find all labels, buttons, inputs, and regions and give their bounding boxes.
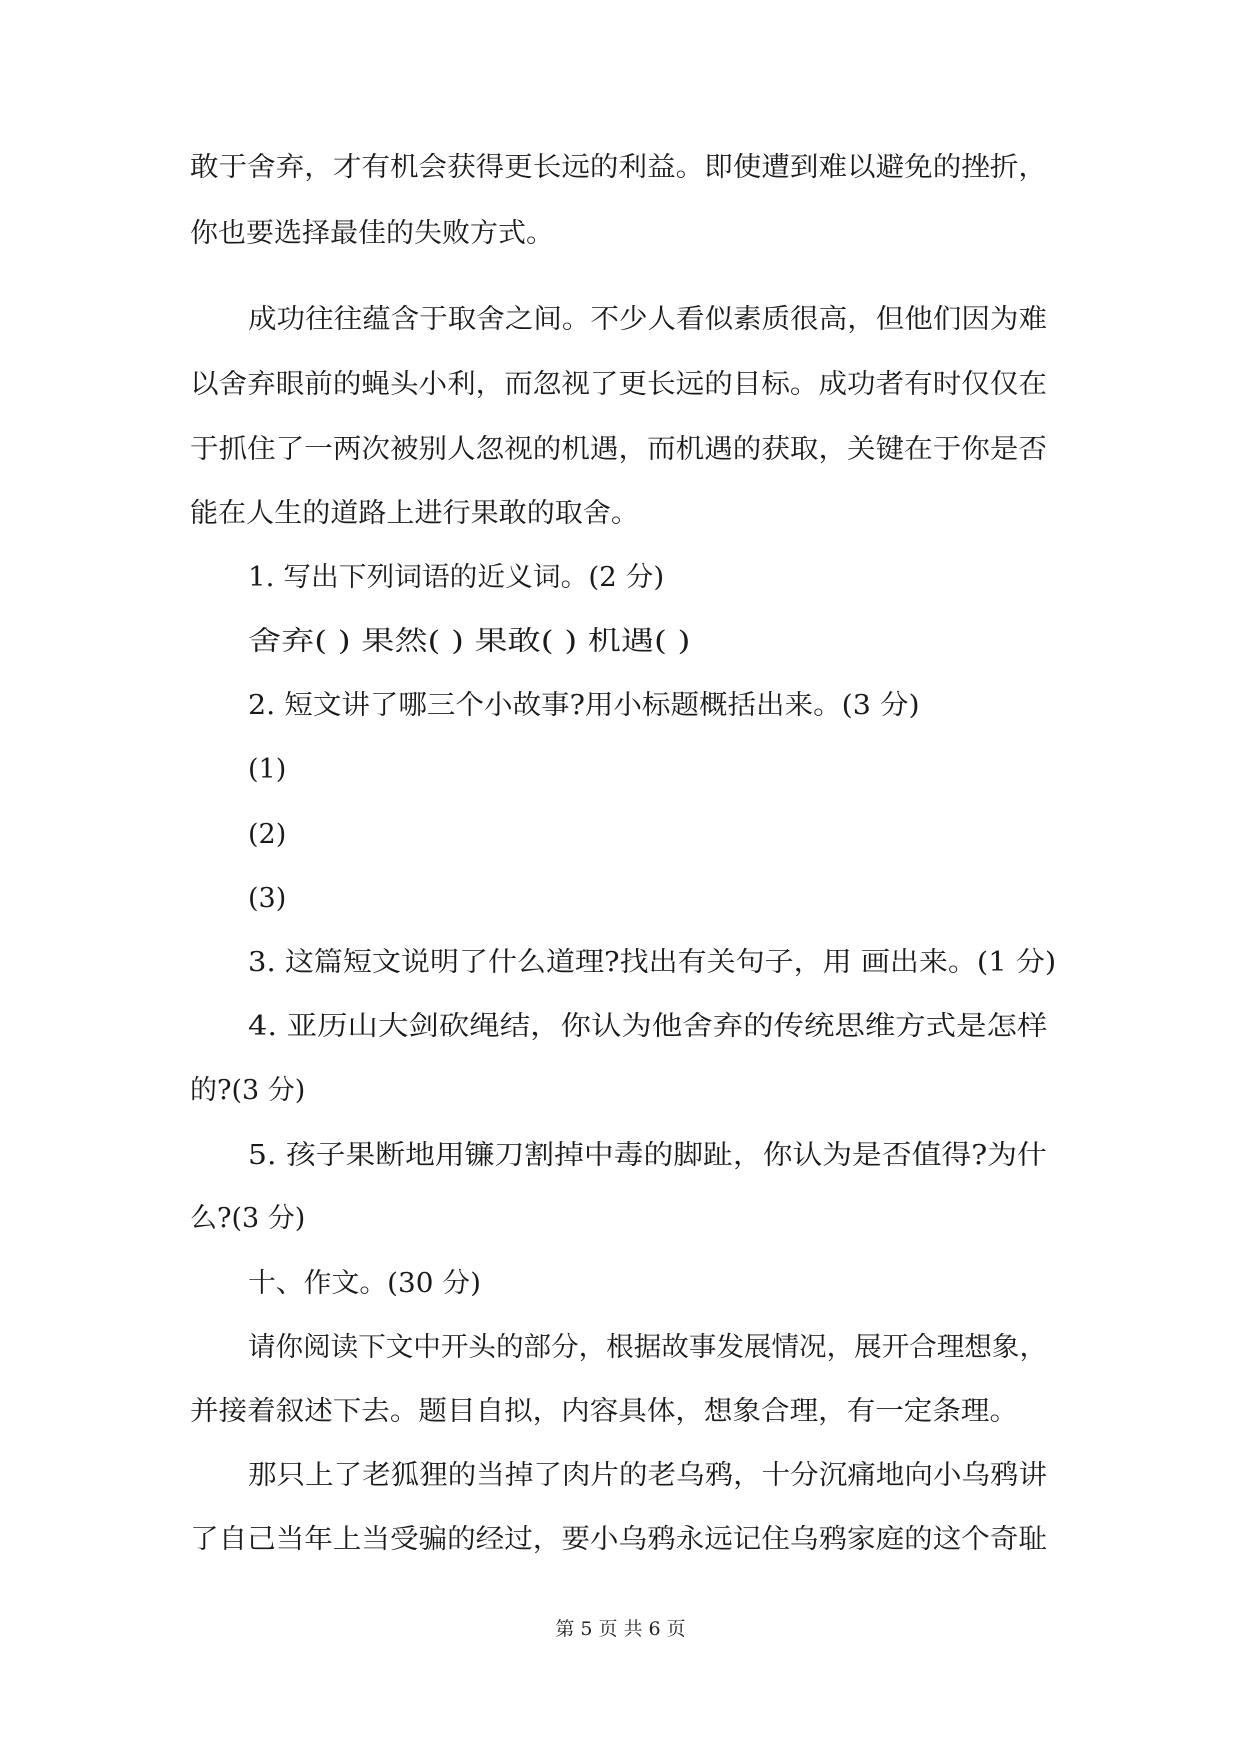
text-line-5: 于抓住了一两次被别人忽视的机遇，而机遇的获取，关键在于你是否 <box>190 434 1047 465</box>
text-line-3: 成功往往蕴含于取舍之间。不少人看似素质很高，但他们因为难 <box>248 304 1047 335</box>
text-line-4: 以舍弃眼前的蝇头小利，而忽视了更长远的目标。成功者有时仅仅在 <box>190 369 1047 400</box>
page-footer: 第 5 页 共 6 页 <box>555 1618 686 1640</box>
text-line-22: 了自己当年上当受骗的经过，要小乌鸦永远记住乌鸦家庭的这个奇耻 <box>190 1524 1047 1555</box>
question-1: 1. 写出下列词语的近义词。(2 分) <box>248 562 665 593</box>
text-line-1: 敢于舍弃，才有机会获得更长远的利益。即使遭到难以避免的挫折， <box>190 152 1047 183</box>
text-line-21: 那只上了老狐狸的当掉了肉片的老乌鸦，十分沉痛地向小乌鸦讲 <box>248 1460 1047 1491</box>
question-4: 4. 亚历山大剑砍绳结，你认为他舍弃的传统思维方式是怎样 <box>248 1011 1048 1042</box>
text-line-6: 能在人生的道路上进行果敢的取舍。 <box>190 498 639 529</box>
question-3: 3. 这篇短文说明了什么道理?找出有关句子，用 画出来。(1 分) <box>248 947 1057 978</box>
question-5-cont: 么?(3 分) <box>190 1203 306 1234</box>
text-line-2: 你也要选择最佳的失败方式。 <box>190 218 554 249</box>
answer-slot-1: (1) <box>248 754 287 785</box>
question-1-blanks: 舍弃( ) 果然( ) 果敢( ) 机遇( ) <box>248 626 691 657</box>
question-5: 5. 孩子果断地用镰刀割掉中毒的脚趾，你认为是否值得?为什 <box>248 1140 1047 1171</box>
text-line-19: 请你阅读下文中开头的部分，根据故事发展情况，展开合理想象， <box>248 1332 1047 1363</box>
question-2: 2. 短文讲了哪三个小故事?用小标题概括出来。(3 分) <box>248 690 920 721</box>
section-heading-composition: 十、作文。(30 分) <box>248 1268 482 1299</box>
answer-slot-3: (3) <box>248 883 287 914</box>
answer-slot-2: (2) <box>248 819 287 850</box>
question-4-cont: 的?(3 分) <box>190 1075 306 1106</box>
text-line-20: 并接着叙述下去。题目自拟，内容具体，想象合理，有一定条理。 <box>190 1396 1018 1427</box>
